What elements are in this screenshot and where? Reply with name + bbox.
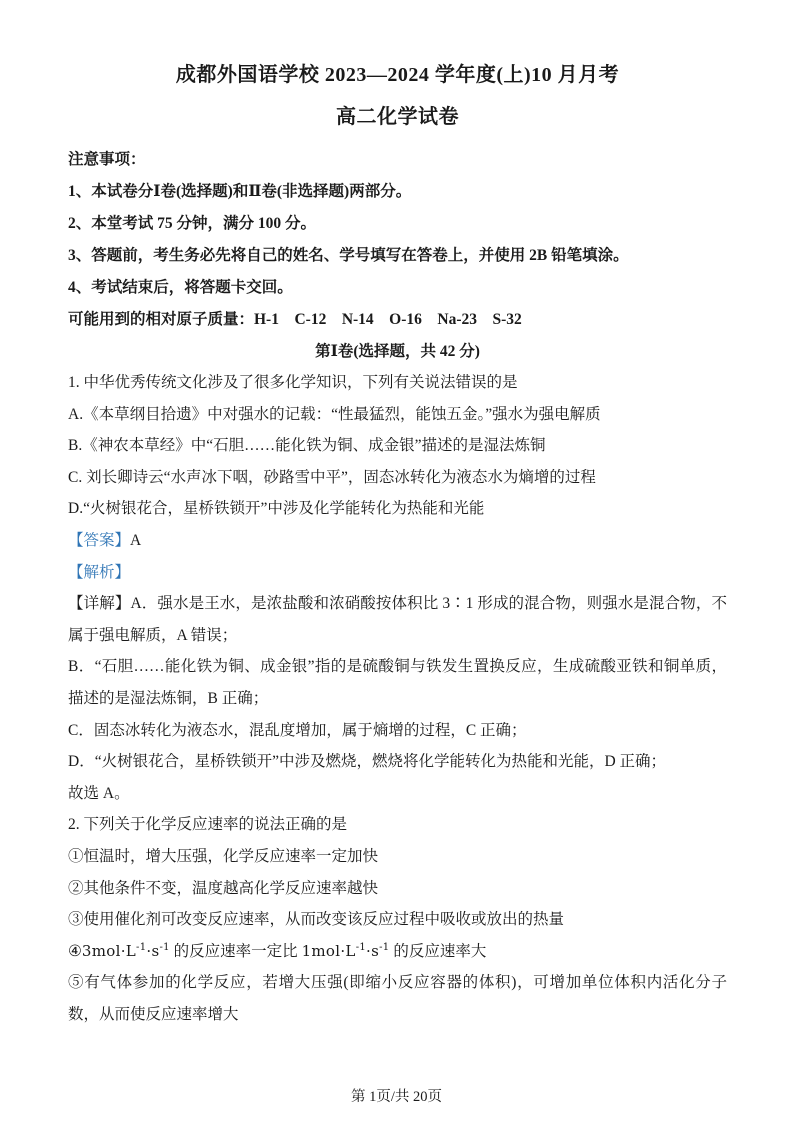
exam-subtitle: 高二化学试卷 <box>336 106 459 128</box>
notice-item-4: 4、考试结束后，将答题卡交回。 <box>68 279 293 296</box>
statement-4-number: ④ <box>68 942 82 960</box>
notice-item-1: 1、本试卷分Ⅰ卷(选择题)和Ⅱ卷(非选择题)两部分。 <box>68 183 412 200</box>
detail-conclusion: 故选 A。 <box>68 784 130 802</box>
statement-4-end-text: 的反应速率大 <box>393 942 487 960</box>
question-2-statement-5: ⑤有气体参加的化学反应，若增大压强(即缩小反应容器的体积)，可增加单位体积内活化分子数，从而使反应速率增大 <box>68 974 727 1023</box>
statement-4-mid-text: 的反应速率一定比 <box>173 942 298 960</box>
rate-formula-2: $1mol\cdot L^{-1}\cdot s^{-1}$ <box>301 941 390 960</box>
atomic-mass-line: 可能用到的相对原子质量：H-1 C-12 N-14 O-16 Na-23 S-32 <box>68 311 522 328</box>
detail-label: 【详解】 <box>68 595 131 613</box>
question-2-statement-1: ①恒温时，增大压强，化学反应速率一定加快 <box>68 847 379 865</box>
rate-formula-1: $3mol\cdot L^{-1}\cdot s^{-1}$ <box>81 941 170 960</box>
question-1-option-b: B.《神农本草经》中“石胆……能化铁为铜、成金银”描述的是湿法炼铜 <box>68 437 546 455</box>
section-title: 第Ⅰ卷(选择题，共 42 分) <box>315 343 480 360</box>
question-2-statement-3: ③使用催化剂可改变反应速率，从而改变该反应过程中吸收或放出的热量 <box>68 911 565 929</box>
notice-item-2: 2、本堂考试 75 分钟，满分 100 分。 <box>68 215 317 232</box>
detail-paragraph-c: C．固态冰转化为液态水，混乱度增加，属于熵增的过程，C 正确； <box>68 721 527 739</box>
analysis-label: 【解析】 <box>68 563 131 581</box>
question-1-stem: 1. 中华优秀传统文化涉及了很多化学知识，下列有关说法错误的是 <box>68 374 518 391</box>
question-1-option-d: D.“火树银花合，星桥铁锁开”中涉及化学能转化为热能和光能 <box>68 500 485 518</box>
question-2-statement-4 <box>68 936 727 968</box>
question-2-stem: 2. 下列关于化学反应速率的说法正确的是 <box>68 816 348 834</box>
answer-label: 【答案】 <box>68 531 131 549</box>
detail-paragraph-d: D．“火树银花合，星桥铁锁开”中涉及燃烧，燃烧将化学能转化为热能和光能，D 正确； <box>68 753 667 771</box>
detail-paragraph-b: B．“石胆……能化铁为铜、成金银”指的是硫酸铜与铁发生置换反应，生成硫酸亚铁和铜单质，描述的是湿法炼铜，B 正确； <box>68 658 727 707</box>
question-2-statement-2: ②其他条件不变，温度越高化学反应速率越快 <box>68 879 379 897</box>
question-1-option-a: A.《本草纲目拾遗》中对强水的记载：“性最猛烈，能蚀五金。”强水为强电解质 <box>68 405 601 423</box>
answer-line <box>68 525 727 557</box>
analysis-line <box>68 557 727 589</box>
answer-value: A <box>130 531 142 549</box>
detail-paragraph-a <box>68 588 727 651</box>
page-footer: 第 1页/共 20页 <box>350 1089 443 1105</box>
question-1-option-c: C. 刘长卿诗云“水声冰下咽，砂路雪中平”，固态冰转化为液态水为熵增的过程 <box>68 468 596 486</box>
notice-heading: 注意事项： <box>68 151 146 168</box>
exam-title: 成都外国语学校 2023—2024 学年度(上)10 月月考 <box>175 64 620 86</box>
notice-item-3: 3、答题前，考生务必先将自己的姓名、学号填写在答卷上，并使用 2B 铅笔填涂。 <box>68 247 629 264</box>
detail-text-a: A．强水是王水，是浓盐酸和浓硝酸按体积比 3∶1 形成的混合物，则强水是混合物，不属于强电解质，A 错误； <box>68 595 727 644</box>
